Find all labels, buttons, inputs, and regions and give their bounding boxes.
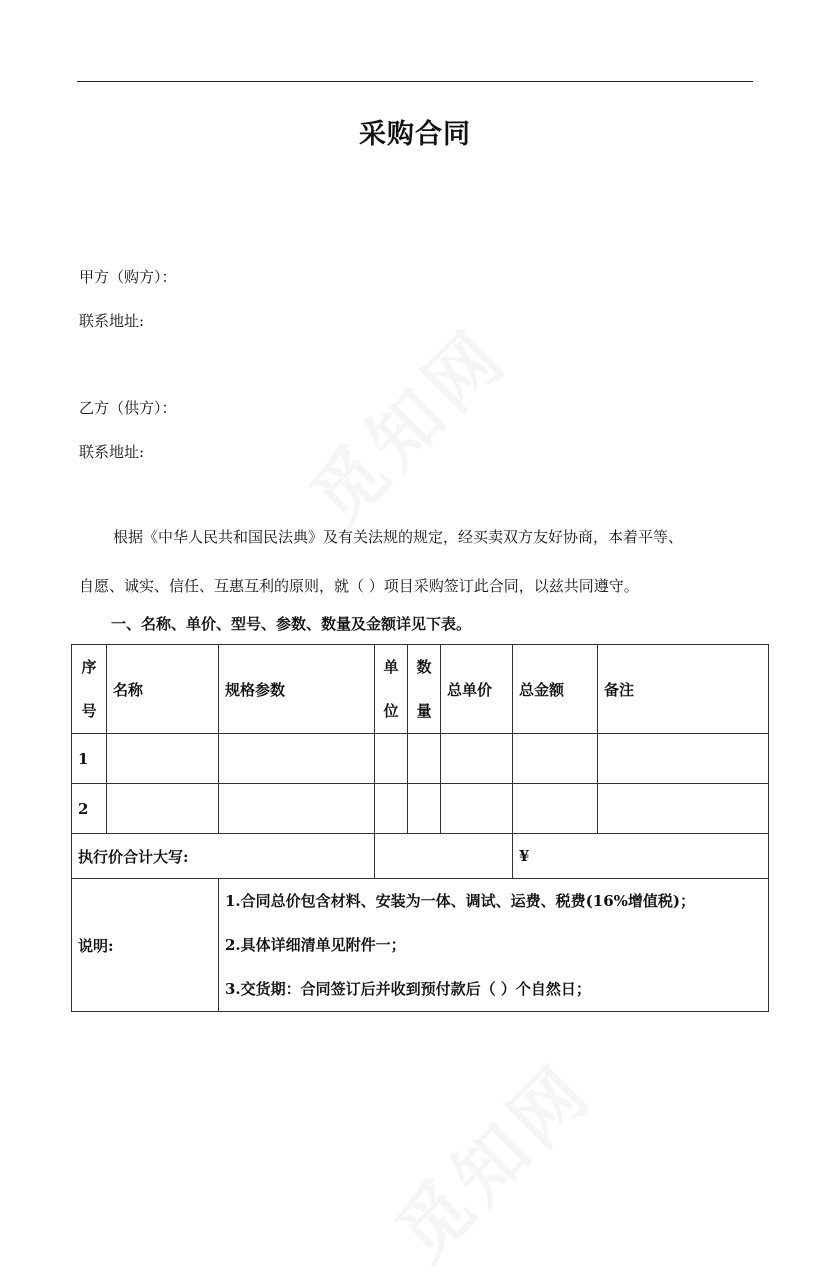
header-rule	[77, 81, 753, 82]
note-item: 2.具体详细清单见附件一；	[225, 936, 406, 954]
note-item: 3.交货期：合同签订后并收到预付款后（ ）个自然日；	[225, 980, 591, 998]
section-1-heading: 一、名称、单价、型号、参数、数量及金额详见下表。	[111, 615, 472, 633]
document-title: 采购合同	[359, 119, 471, 150]
header-total-amount: 总金额	[513, 645, 598, 734]
watermark: 觅知网	[293, 310, 524, 541]
row-unit-price-cell	[441, 784, 513, 834]
row-spec-cell	[219, 734, 375, 784]
goods-table	[71, 644, 769, 1012]
row-unit-cell	[375, 734, 408, 784]
table-row	[72, 784, 769, 834]
row-spec-cell	[219, 784, 375, 834]
row-unit-cell	[375, 784, 408, 834]
header-qty: 数 量	[408, 645, 441, 734]
row-qty-cell	[408, 734, 441, 784]
party-a-address-label: 联系地址:	[79, 312, 145, 330]
intro-line-2: 自愿、诚实、信任、互惠互利的原则，就（ ）项目采购签订此合同，以兹共同遵守。	[79, 577, 639, 595]
total-row	[72, 834, 769, 879]
note-list	[219, 879, 769, 1012]
row-total-cell	[513, 734, 598, 784]
table-row	[72, 734, 769, 784]
note-label: 说明:	[72, 879, 219, 1012]
total-words-cell	[375, 834, 513, 879]
row-total-cell	[513, 784, 598, 834]
header-unit: 单 位	[375, 645, 408, 734]
row-seq: 1	[72, 734, 107, 784]
currency-symbol: ¥	[519, 847, 530, 865]
row-remarks-cell	[598, 784, 769, 834]
notes-row	[72, 879, 769, 1012]
watermark-bottom: 觅知网	[378, 1045, 609, 1276]
total-amount-cell	[513, 834, 769, 879]
row-qty-cell	[408, 784, 441, 834]
row-remarks-cell	[598, 734, 769, 784]
header-remarks: 备注	[598, 645, 769, 734]
party-b-label: 乙方（供方）：	[79, 399, 177, 417]
note-item: 1.合同总价包含材料、安装为一体、调试、运费、税费(16%增值税)；	[225, 892, 695, 910]
party-a-label: 甲方（购方）：	[79, 268, 177, 286]
table-header-row	[72, 645, 769, 734]
total-label: 执行价合计大写:	[72, 834, 375, 879]
row-name-cell	[107, 784, 219, 834]
intro-line-1: 根据《中华人民共和国民法典》及有关法规的规定，经买卖双方友好协商，本着平等、	[113, 528, 684, 546]
header-seq: 序 号	[72, 645, 107, 734]
row-name-cell	[107, 734, 219, 784]
party-b-address-label: 联系地址:	[79, 443, 145, 461]
header-spec: 规格参数	[219, 645, 375, 734]
row-unit-price-cell	[441, 734, 513, 784]
header-unit-price: 总单价	[441, 645, 513, 734]
header-name: 名称	[107, 645, 219, 734]
intro-paragraph	[79, 513, 759, 611]
row-seq: 2	[72, 784, 107, 834]
